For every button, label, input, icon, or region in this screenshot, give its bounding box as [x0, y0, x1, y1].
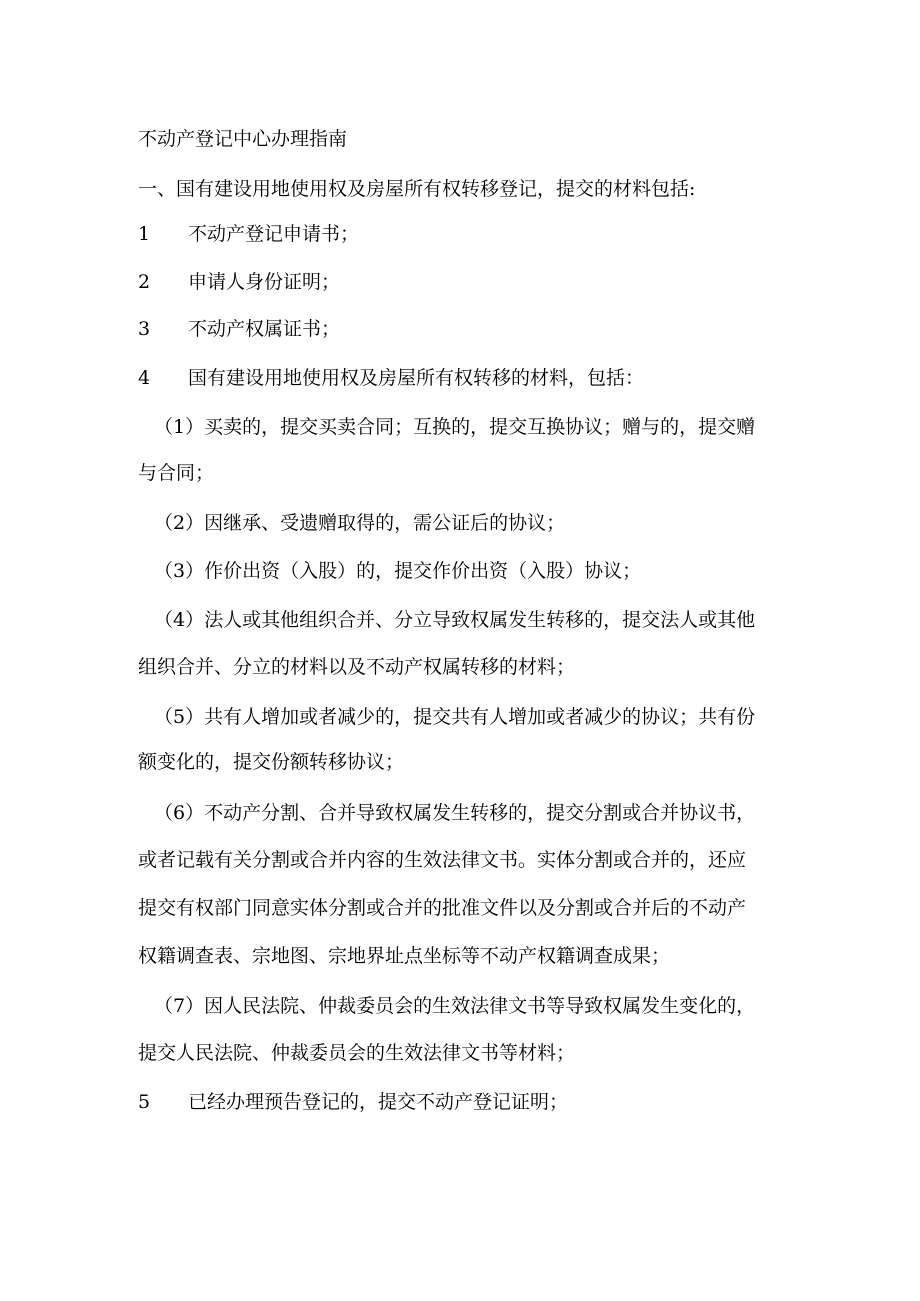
sub-item-line: （6）不动产分割、合并导致权属发生转移的，提交分割或合并协议书，	[154, 802, 756, 824]
item-number: 1	[138, 223, 151, 245]
section-heading: 一、国有建设用地使用权及房屋所有权转移登记，提交的材料包括:	[138, 178, 696, 200]
item-number: 5	[138, 1091, 151, 1113]
list-item	[138, 317, 798, 341]
sub-item-line: 或者记载有关分割或合并内容的生效法律文书。实体分割或合并的，还应	[138, 849, 747, 871]
item-text: 申请人身份证明；	[188, 271, 341, 293]
item-number: 2	[138, 271, 151, 293]
sub-item-line: 权籍调查表、宗地图、宗地界址点坐标等不动产权籍调查成果；	[138, 945, 671, 967]
sub-item-line: （2）因继承、受遗赠取得的，需公证后的协议；	[154, 512, 566, 534]
sub-item-line: 提交有权部门同意实体分割或合并的批准文件以及分割或合并后的不动产	[138, 897, 747, 919]
sub-item-line: 提交人民法院、仲裁委员会的生效法律文书等材料；	[138, 1042, 576, 1064]
item-text: 不动产登记申请书；	[188, 223, 360, 245]
sub-item-line: （3）作价出资（入股）的，提交作价出资（入股）协议；	[154, 560, 642, 582]
document-title: 不动产登记中心办理指南	[138, 128, 348, 150]
item-text: 国有建设用地使用权及房屋所有权转移的材料，包括：	[188, 367, 645, 389]
sub-item-line: （1）买卖的，提交买卖合同；互换的，提交互换协议；赠与的，提交赠	[154, 416, 756, 438]
sub-item-line: 组织合并、分立的材料以及不动产权属转移的材料；	[138, 656, 576, 678]
item-number: 3	[138, 318, 151, 340]
sub-item-line: （4）法人或其他组织合并、分立导致权属发生转移的，提交法人或其他	[154, 609, 756, 631]
item-text: 不动产权属证书；	[188, 318, 341, 340]
sub-item-line: 与合同；	[138, 462, 215, 484]
sub-item-line: （7）因人民法院、仲裁委员会的生效法律文书等导致权属发生变化的，	[154, 995, 756, 1017]
sub-item-line: （5）共有人增加或者减少的，提交共有人增加或者减少的协议；共有份	[154, 706, 756, 728]
list-item	[138, 366, 798, 390]
list-item	[138, 270, 798, 294]
sub-item-line: 额变化的，提交份额转移协议；	[138, 751, 405, 773]
item-number: 4	[138, 367, 151, 389]
list-item	[138, 222, 798, 246]
list-item	[138, 1090, 798, 1114]
item-text: 已经办理预告登记的，提交不动产登记证明；	[188, 1091, 569, 1113]
